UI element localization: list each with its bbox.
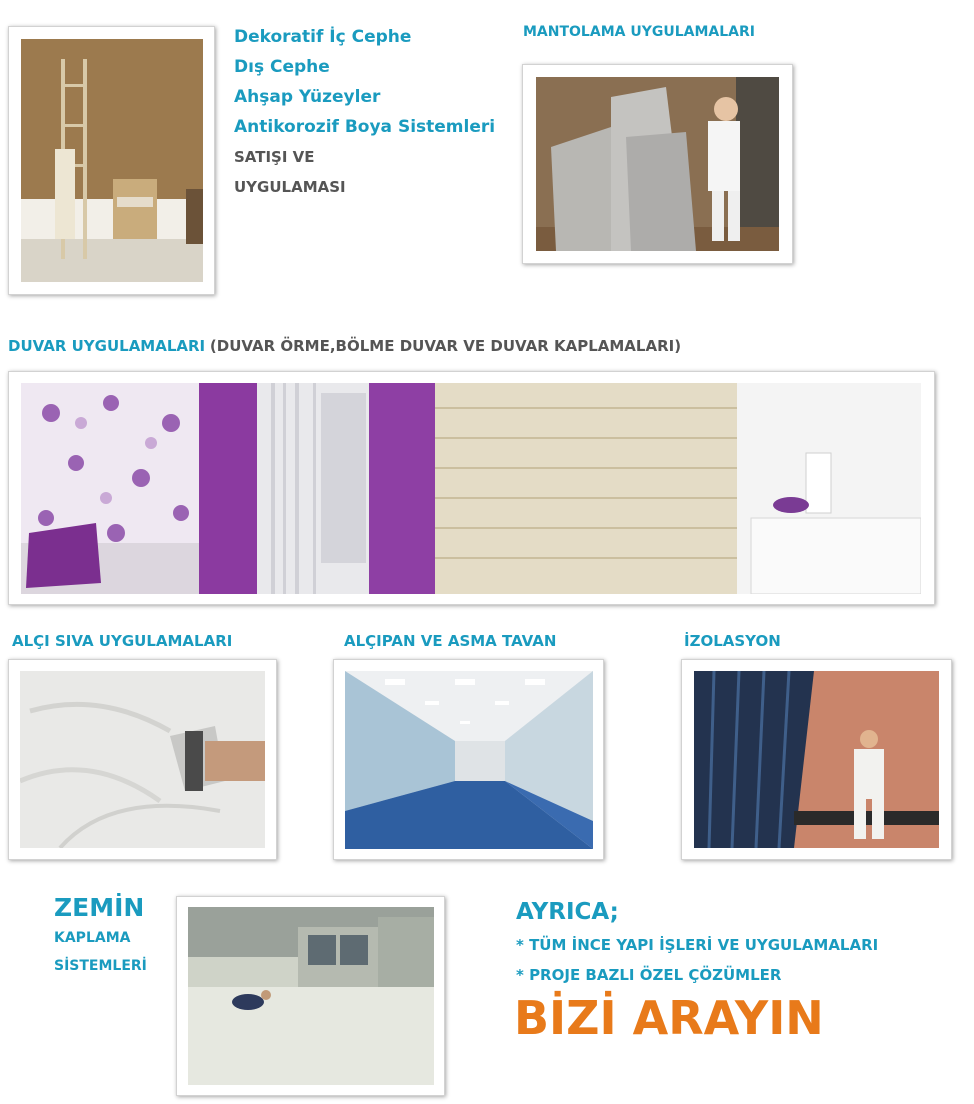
zemin-line-2: KAPLAMA <box>54 930 131 946</box>
interior-photo-frame <box>8 26 215 295</box>
duvar-photo <box>21 383 921 594</box>
intro-line-1: Dekoratif İç Cephe <box>234 27 412 47</box>
bizi-arayin-cta: BİZİ ARAYIN <box>514 991 824 1045</box>
alci-siva-heading: ALÇI SIVA UYGULAMALARI <box>12 632 233 650</box>
zemin-photo-frame <box>176 896 445 1096</box>
mantolama-photo-frame <box>522 64 793 264</box>
intro-line-5: SATIŞI VE <box>234 148 315 166</box>
izolasyon-photo-frame <box>681 659 952 860</box>
zemin-title: ZEMİN <box>54 893 145 922</box>
ayrica-item-2: * PROJE BAZLI ÖZEL ÇÖZÜMLER <box>516 966 782 984</box>
intro-line-6: UYGULAMASI <box>234 178 346 196</box>
mantolama-photo <box>536 77 779 251</box>
duvar-photo-frame <box>8 371 935 605</box>
zemin-heading <box>54 892 147 980</box>
ayrica-title: AYRICA; <box>516 899 619 925</box>
intro-line-2: Dış Cephe <box>234 57 330 77</box>
alcipan-photo-frame <box>333 659 604 860</box>
izolasyon-photo <box>694 671 939 848</box>
interior-photo <box>21 39 203 282</box>
duvar-subtitle: (DUVAR ÖRME,BÖLME DUVAR VE DUVAR KAPLAMALARI) <box>209 337 682 355</box>
duvar-heading <box>8 337 681 355</box>
alcipan-photo <box>345 671 593 849</box>
izolasyon-heading: İZOLASYON <box>684 632 781 650</box>
intro-text <box>234 22 495 202</box>
alci-siva-photo <box>20 671 265 848</box>
mantolama-heading: MANTOLAMA UYGULAMALARI <box>523 24 755 40</box>
intro-line-3: Ahşap Yüzeyler <box>234 87 381 107</box>
zemin-line-3: SİSTEMLERİ <box>54 958 147 974</box>
duvar-title: DUVAR UYGULAMALARI <box>8 337 206 355</box>
alcipan-heading: ALÇIPAN VE ASMA TAVAN <box>344 632 557 650</box>
ayrica-item-1: * TÜM İNCE YAPI İŞLERİ VE UYGULAMALARI <box>516 936 879 954</box>
zemin-photo <box>188 907 434 1085</box>
intro-line-4: Antikorozif Boya Sistemleri <box>234 117 496 137</box>
alci-siva-photo-frame <box>8 659 277 860</box>
